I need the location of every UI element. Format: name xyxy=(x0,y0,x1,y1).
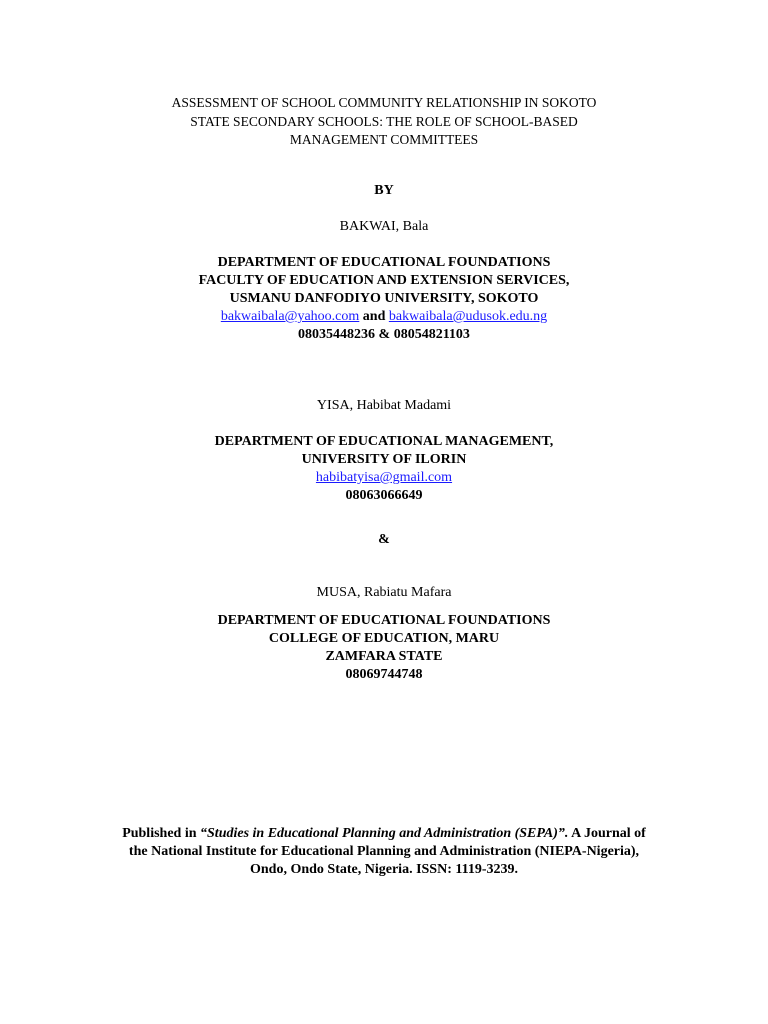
author-1-affiliation xyxy=(0,254,768,344)
publication-suffix: A Journal of xyxy=(568,826,646,841)
author-2-email-link[interactable]: habibatyisa@gmail.com xyxy=(315,470,453,485)
author-1-department: DEPARTMENT OF EDUCATIONAL FOUNDATIONS xyxy=(217,255,551,270)
author-2-email-line xyxy=(0,469,768,487)
paper-title xyxy=(0,94,768,150)
author-1-email-link-1[interactable]: bakwaibala@yahoo.com xyxy=(220,309,360,324)
author-1-phone: 08035448236 & 08054821103 xyxy=(298,327,470,342)
author-2-affiliation xyxy=(0,433,768,505)
by-label: BY xyxy=(374,183,394,198)
author-1-emails xyxy=(0,308,768,326)
ampersand: & xyxy=(378,532,390,547)
author-1-email-link-2[interactable]: bakwaibala@udusok.edu.ng xyxy=(388,309,548,324)
author-2-university: UNIVERSITY OF ILORIN xyxy=(301,452,467,467)
publication-note xyxy=(0,825,768,879)
author-1-name: BAKWAI, Bala xyxy=(339,219,429,234)
author-1-faculty: FACULTY OF EDUCATION AND EXTENSION SERVICES, xyxy=(198,273,570,288)
author-3-department: DEPARTMENT OF EDUCATIONAL FOUNDATIONS xyxy=(217,613,551,628)
author-3-name: MUSA, Rabiatu Mafara xyxy=(316,585,452,600)
title-line-2: STATE SECONDARY SCHOOLS: THE ROLE OF SCHOOL-BASED xyxy=(190,113,578,129)
author-2-phone: 08063066649 xyxy=(345,488,423,503)
author-3-phone: 08069744748 xyxy=(345,667,423,682)
publication-line-2: the National Institute for Educational Planning and Administration (NIEPA-Nigeria), xyxy=(128,844,640,859)
author-3-state: ZAMFARA STATE xyxy=(325,649,443,664)
title-line-1: ASSESSMENT OF SCHOOL COMMUNITY RELATIONSHIP IN SOKOTO xyxy=(171,95,597,110)
email-joiner: and xyxy=(359,309,389,324)
author-3-college: COLLEGE OF EDUCATION, MARU xyxy=(268,631,500,646)
author-2-department: DEPARTMENT OF EDUCATIONAL MANAGEMENT, xyxy=(214,434,554,449)
title-line-3: MANAGEMENT COMMITTEES xyxy=(289,132,479,147)
journal-name: “Studies in Educational Planning and Administration (SEPA)”. xyxy=(200,826,569,841)
publication-prefix: Published in xyxy=(122,826,201,841)
publication-line-3: Ondo, Ondo State, Nigeria. ISSN: 1119-3239. xyxy=(250,862,518,877)
author-1-university: USMANU DANFODIYO UNIVERSITY, SOKOTO xyxy=(229,291,539,306)
author-2-name: YISA, Habibat Madami xyxy=(316,398,452,413)
publication-line-1 xyxy=(0,825,768,843)
author-3-affiliation xyxy=(0,612,768,684)
